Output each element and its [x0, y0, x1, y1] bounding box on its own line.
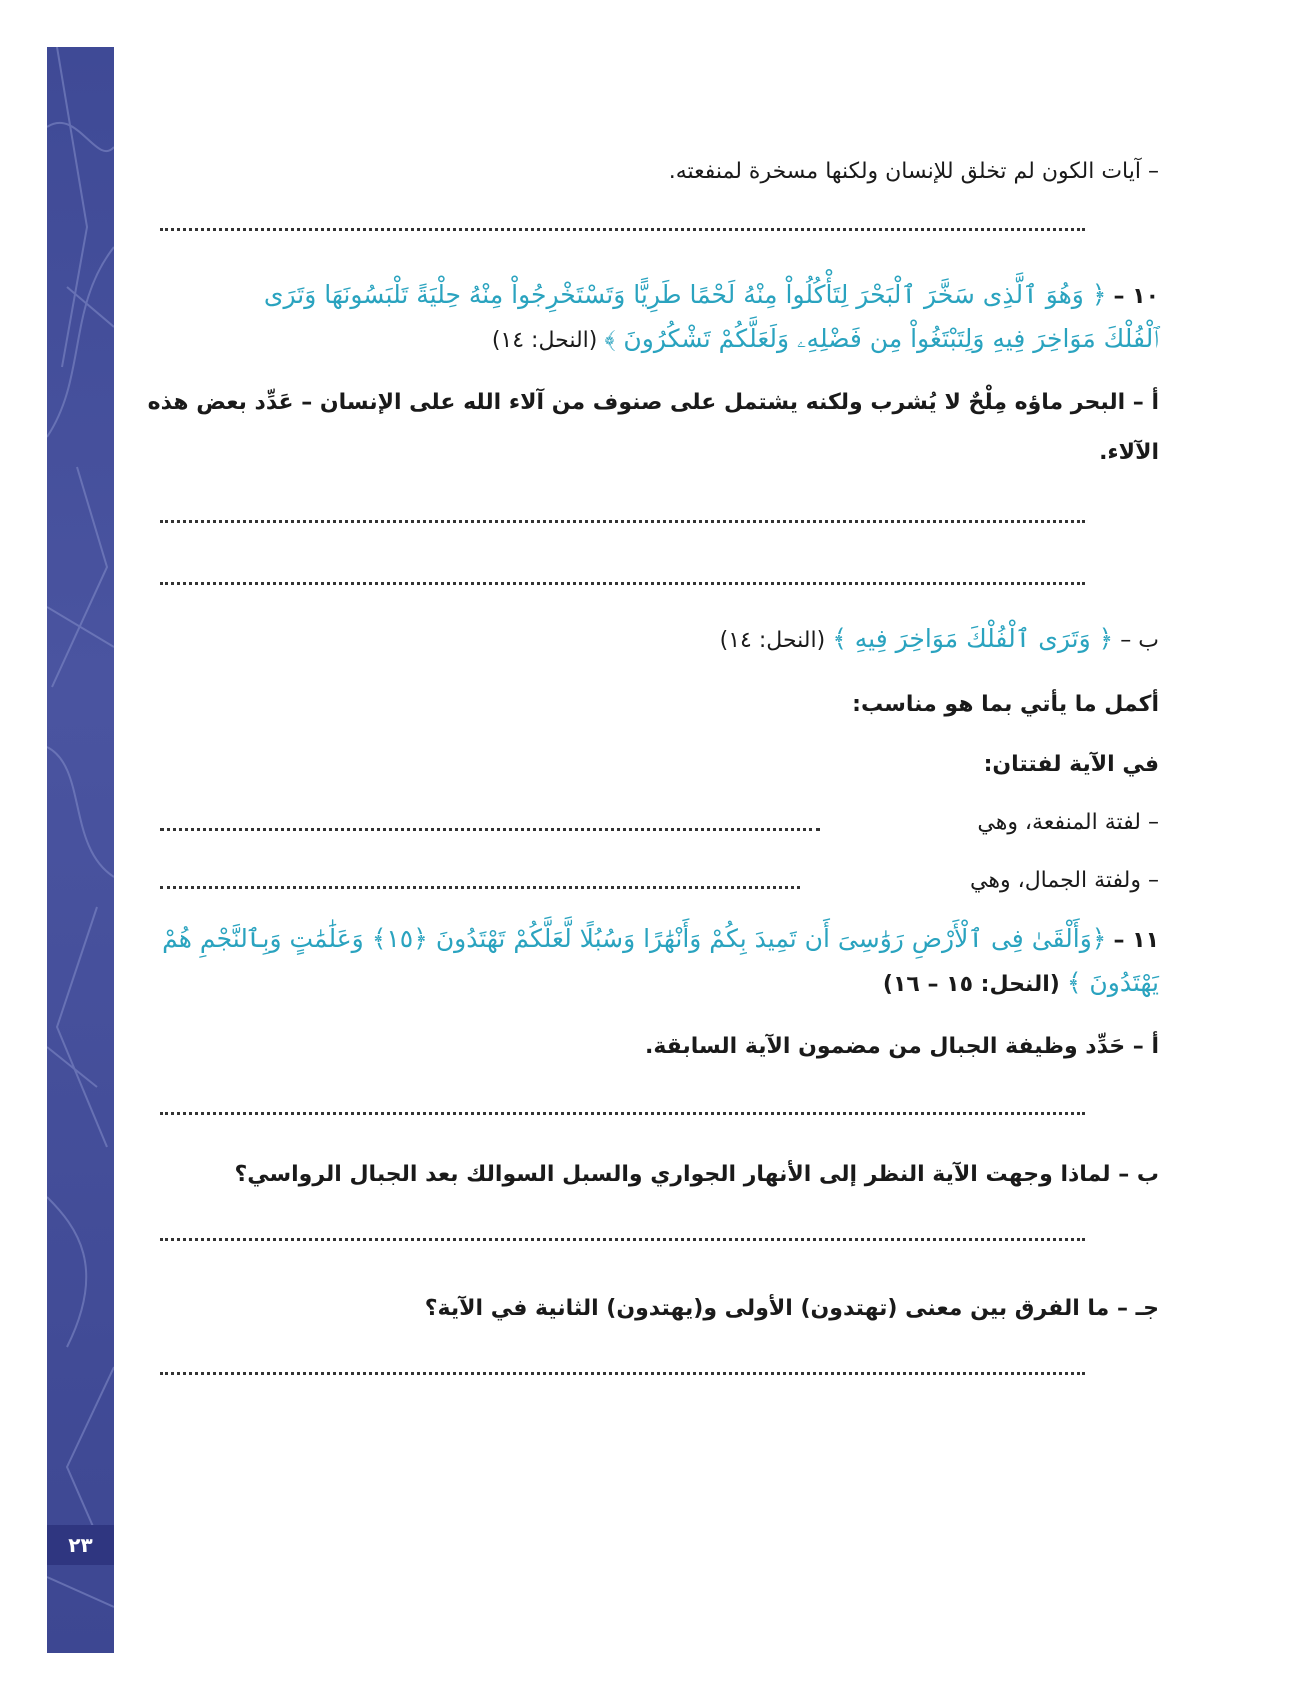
q11-verse-ref: (النحل: ١٥ – ١٦) [882, 972, 1060, 997]
q10-a-label: أ – [1132, 390, 1159, 415]
answer-line [160, 228, 1085, 231]
decorative-sidebar [47, 47, 114, 1653]
answer-line [160, 1372, 1085, 1375]
q11-verse-text1: ﴿وَأَلْقَىٰ فِى ٱلْأَرْضِ رَوَٰسِىَ أَن تَمِيدَ بِكُمْ وَأَنْهَٰرًا وَسُبُلًا لَّعَلَّكُمْ تَهْتَدُونَ ﴿١٥﴾ وَعَلَٰمَٰتٍ وَبِٱلنَّجْمِ هُمْ [162, 924, 1107, 953]
sidebar-pattern [47, 47, 114, 1653]
q10-verse-text2: ٱلْفُلْكَ مَوَاخِرَ فِيهِ وَلِتَبْتَغُواْ مِن فَضْلِهِۦ وَلَعَلَّكُمْ تَشْكُرُونَ ﴾ [604, 324, 1159, 353]
q11-number: ١١ – [1113, 928, 1159, 953]
intro-line: – آيات الكون لم تخلق للإنسان ولكنها مسخرة لمنفعته. [668, 159, 1159, 184]
q10-b-line [720, 622, 1159, 658]
q10-b-ref: (النحل: ١٤) [719, 628, 826, 653]
answer-line [160, 886, 800, 889]
q11-c: جـ – ما الفرق بين معنى (تهتدون) الأولى و(يهتدون) الثانية في الآية؟ [424, 1296, 1159, 1321]
q11-verse-line2 [883, 966, 1159, 1002]
q10-a-text2: الآلاء. [1099, 440, 1159, 465]
q11-verse-text2: يَهْتَدُونَ ﴾ [1066, 968, 1159, 997]
answer-line [160, 1238, 1085, 1241]
q10-a-text1: البحر ماؤه مِلْحٌ لا يُشرب ولكنه يشتمل على صنوف من آلاء الله على الإنسان – عَدِّد بعض هذه [147, 390, 1126, 415]
answer-line [160, 582, 1085, 585]
q11-a: أ – حَدِّد وظيفة الجبال من مضمون الآية السابقة. [644, 1034, 1159, 1059]
q11-b: ب – لماذا وجهت الآية النظر إلى الأنهار الجواري والسبل السوالك بعد الجبال الرواسي؟ [234, 1162, 1159, 1187]
answer-line [160, 520, 1085, 523]
q10-verse-text1: ﴿ وَهُوَ ٱلَّذِى سَخَّرَ ٱلْبَحْرَ لِتَأْكُلُواْ مِنْهُ لَحْمًا طَرِيًّا وَتَسْتَخْرِجُواْ مِنْهُ حِلْيَةً تَلْبَسُونَهَا وَتَرَى [263, 280, 1107, 309]
q10-aspect2: – ولفتة الجمال، وهي [970, 868, 1159, 893]
answer-line [160, 828, 820, 831]
q10-b-label: ب – [1120, 628, 1159, 653]
q10-complete: أكمل ما يأتي بما هو مناسب: [852, 692, 1159, 717]
q10-verse-ref: (النحل: ١٤) [491, 328, 598, 353]
q10-two-aspects: في الآية لفتتان: [983, 752, 1159, 777]
q10-b-verse: ﴿ وَتَرَى ٱلْفُلْكَ مَوَاخِرَ فِيهِ ﴾ [832, 624, 1114, 653]
q10-number: ١٠ – [1113, 284, 1159, 309]
q10-aspect1: – لفتة المنفعة، وهي [977, 810, 1159, 835]
q10-a-line1 [148, 386, 1159, 420]
q10-verse-line1 [264, 278, 1159, 314]
page-number: ٢٣ [47, 1525, 114, 1565]
q11-verse-line1 [162, 922, 1159, 958]
q10-verse-line2 [492, 322, 1159, 358]
answer-line [160, 1112, 1085, 1115]
